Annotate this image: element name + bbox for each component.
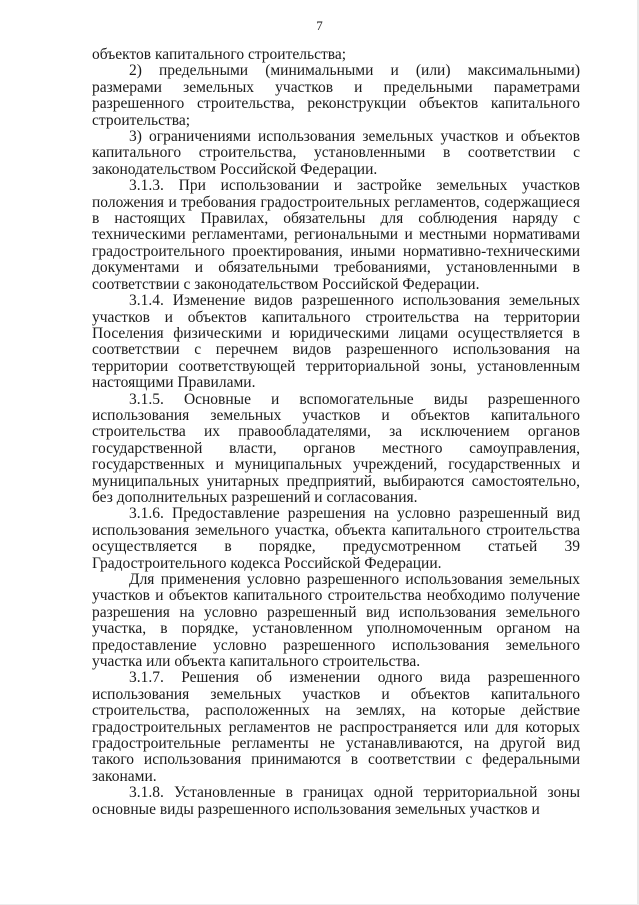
paragraph-continuation: объектов капитального строительства; bbox=[92, 46, 347, 63]
document-body bbox=[92, 47, 580, 818]
paragraph-3-1-6: 3.1.6. Предоставление разрешения на условно разрешенный вид использования земельного участка, объекта капитального строительства осуществляется в порядке, предусмотренном статьей 39 Градостроительного кодекса Российской Федерации. bbox=[92, 505, 580, 572]
page-number: 7 bbox=[316, 18, 323, 33]
paragraph-item-2: 2) предельными (минимальными и (или) максимальными) размерами земельных участков и предельными параметрами разрешенного строительства, реконструкции объектов капитального строительства; bbox=[92, 62, 580, 129]
paragraph-item-3: 3) ограничениями использования земельных участков и объектов капитального строительства, установленными в соответствии с законодательством Российской Федерации. bbox=[92, 128, 580, 178]
paragraph-3-1-4: 3.1.4. Изменение видов разрешенного использования земельных участков и объектов капитального строительства на территории Поселения физическими и юридическими лицами осуществляется в соответствии с перечнем видов разрешенного использования на территории соответствующей территориальной зоны, установленным настоящими Правилами. bbox=[92, 292, 580, 392]
paragraph-3-1-5: 3.1.5. Основные и вспомогательные виды разрешенного использования земельных участков и объектов капитального строительства их правообладателями, за исключением органов государственной власти, органов местного самоуправления, государственных и муниципальных учреждений, государственных и муниципальных унитарных предприятий, выбираются самостоятельно, без дополнительных разрешений и согласования. bbox=[92, 390, 580, 506]
paragraph-3-1-7: 3.1.7. Решения об изменении одного вида разрешенного использования земельных участков и объектов капитального строительства, расположенных на землях, на которые действие градостроительных регламентов не распространяется или для которых градостроительные регламенты не устанавливаются, на другой вид такого использования принимаются в соответствии с федеральными законами. bbox=[92, 669, 580, 785]
paragraph-3-1-8: 3.1.8. Установленные в границах одной территориальной зоны основные виды разрешенного использования земельных участков и bbox=[92, 784, 580, 818]
paragraph-3-1-3: 3.1.3. При использовании и застройке земельных участков положения и требования градостроительных регламентов, содержащиеся в настоящих Правилах, обязательны для соблюдения наряду с техническими регламентами, региональными и местными нормативами градостроительного проектирования, иными нормативно-техническими документами и обязательными требованиями, установленными в соответствии с законодательством Российской Федерации. bbox=[92, 177, 580, 293]
paragraph-conditional-use: Для применения условно разрешенного использования земельных участков и объектов капитального строительства необходимо получение разрешения на условно разрешенный вид использования земельного участка, в порядке, установленном уполномоченным органом на предоставление условно разрешенного использования земельного участка или объекта капитального строительства. bbox=[92, 571, 580, 671]
